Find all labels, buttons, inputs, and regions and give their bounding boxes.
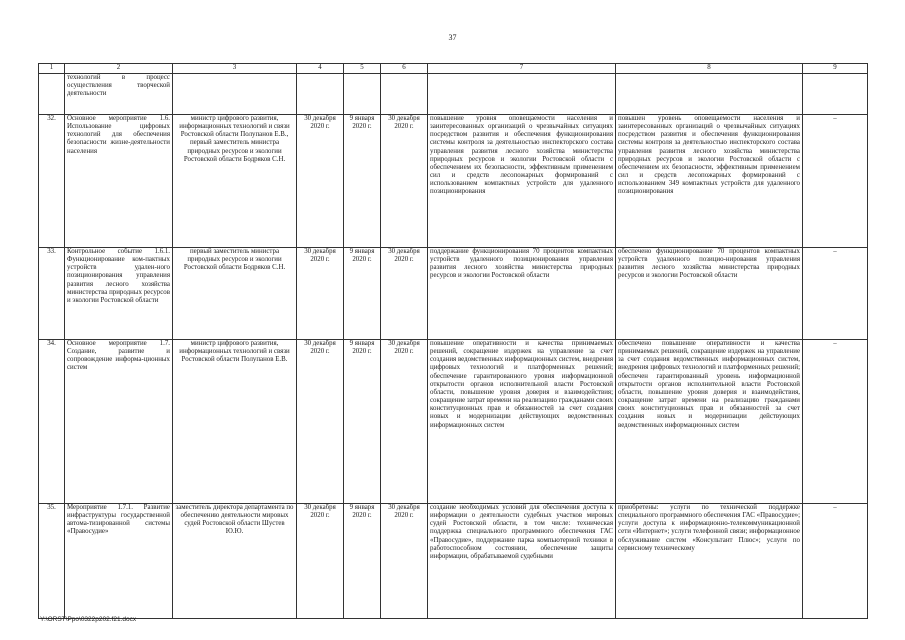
planned-end-date [297, 74, 344, 115]
actual-end-date: 30 декабря 2020 г. [381, 504, 428, 619]
actual-end-date: 30 декабря 2020 г. [381, 340, 428, 504]
planned-end-date: 30 декабря 2020 г. [297, 115, 344, 248]
actual-result: обеспечено функционирование 70 процентов компактных устройств удаленного позицио-нирования управления развития лесного хозяйства министерства природных ресурсов и экологии Ростовской области [616, 248, 803, 340]
column-number: 6 [381, 64, 428, 74]
column-number: 9 [803, 64, 868, 74]
responsible-person: заместитель директора департамента по обеспечению деятельности мировых судей Ростовской области Шустев Ю.Ю. [173, 504, 297, 619]
row-number: 32. [39, 115, 65, 248]
note: – [803, 248, 868, 340]
document-file-path: Y:\ORST\Ppo\0322p202.f21.docx [40, 616, 137, 623]
actual-result [616, 74, 803, 115]
expected-result: повышение оперативности и качества принимаемых решений, сокращение издержек на управление за счет создания ведомственных информационных систем, внедрения цифровых технологий и платформенных решений; обеспечение гарантированного уровня информационной открытости органов исполнительной власти Ростовской области, повышение уровня доверия и взаимодействия; сокращение затрат времени на реализацию гражданами своих конституционных прав и обязанностей за счет создания новых и модернизации действующих ведомственных информационных систем [428, 340, 616, 504]
note: – [803, 115, 868, 248]
column-number-row [39, 64, 868, 74]
table-row [39, 504, 868, 619]
column-number: 7 [428, 64, 616, 74]
actual-result: приобретены: услуги по технической поддержке специального программного обеспечения ГАС «Правосудие»; услуги доступа к информационно-телекоммуникационной сети «Интернет»; услуги телефонной связи; информационное обслуживание систем «Консультант Плюс»; услуги по сервисному техническому [616, 504, 803, 619]
actual-end-date [381, 74, 428, 115]
column-number: 1 [39, 64, 65, 74]
table-row [39, 340, 868, 504]
table-row [39, 248, 868, 340]
table-row [39, 115, 868, 248]
responsible-person: первый заместитель министра природных ресурсов и экологии Ростовской области Бодряков С.Н. [173, 248, 297, 340]
expected-result: поддержание функционирования 70 процентов компактных устройств удаленного позиционирования управления развития лесного хозяйства министерства природных ресурсов и экологии Ростовской области [428, 248, 616, 340]
responsible-person [173, 74, 297, 115]
row-number: 34. [39, 340, 65, 504]
responsible-person: министр цифрового развития, информационных технологий и связи Ростовской области Полупанов Е.В. [173, 340, 297, 504]
column-number: 2 [65, 64, 173, 74]
actual-start-date: 9 января 2020 г. [344, 340, 381, 504]
expected-result [428, 74, 616, 115]
note: – [803, 340, 868, 504]
column-number: 4 [297, 64, 344, 74]
row-number: 33. [39, 248, 65, 340]
event-name: технологий в процесс осуществления творческой деятельности [65, 74, 173, 115]
column-number: 8 [616, 64, 803, 74]
event-name: Мероприятие 1.7.1. Развитие инфраструктуры государственной автома-тизированной системы «Правосудие» [65, 504, 173, 619]
table-row [39, 74, 868, 115]
actual-start-date: 9 января 2020 г. [344, 504, 381, 619]
note [803, 74, 868, 115]
page-number: 37 [448, 33, 457, 42]
column-number: 3 [173, 64, 297, 74]
row-number [39, 74, 65, 115]
event-name: Основное мероприятие 1.6. Использование цифровых технологий для обеспечения безопасности жизне-деятельности населения [65, 115, 173, 248]
actual-start-date: 9 января 2020 г. [344, 115, 381, 248]
row-number: 35. [39, 504, 65, 619]
note: – [803, 504, 868, 619]
actual-end-date: 30 декабря 2020 г. [381, 248, 428, 340]
event-name: Основное мероприятие 1.7. Создание, развитие и сопровождение информа-ционных систем [65, 340, 173, 504]
plan-table [38, 63, 868, 619]
responsible-person: министр цифрового развития, информационных технологий и связи Ростовской области Полупанов Е.В., первый заместитель министра природных ресурсов и экологии Ростовской области Бодряков С.Н. [173, 115, 297, 248]
actual-end-date: 30 декабря 2020 г. [381, 115, 428, 248]
actual-start-date: 9 января 2020 г. [344, 248, 381, 340]
actual-result: повышен уровень оповещаемости населения и заинтересованных организаций о чрезвычайных ситуациях посредством развития и обеспечения функционирования системы контроля за деятельностью инспекторского состава управления развития лесного хозяйства министерства природных ресурсов и экологии Ростовской области с обеспечением их безопасности, эффективным применением сил и средств лесопожарных формирований с использованием 349 компактных устройств для удаленного позиционирования [616, 115, 803, 248]
expected-result: повышение уровня оповещаемости населения и заинтересованных организаций о чрезвычайных ситуациях посредством развития и обеспечения функционирования системы контроля за деятельностью инспекторского состава управления развития лесного хозяйства министерства природных ресурсов и экологии Ростовской области с обеспечением их безопасности, эффективным применением сил и средств лесопожарных формирований с использованием компактных устройств для удаленного позиционирования [428, 115, 616, 248]
planned-end-date: 30 декабря 2020 г. [297, 504, 344, 619]
planned-end-date: 30 декабря 2020 г. [297, 248, 344, 340]
planned-end-date: 30 декабря 2020 г. [297, 340, 344, 504]
column-number: 5 [344, 64, 381, 74]
actual-start-date [344, 74, 381, 115]
expected-result: создание необходимых условий для обеспечения доступа к информации о деятельности судебных участков мировых судей Ростовской области, в том числе: техническая поддержка специального программного обеспечения ГАС «Правосудие», поддержание парка компьютерной техники в работоспособном состоянии, обеспечение защиты информации, обрабатываемой судебными [428, 504, 616, 619]
actual-result: обеспечено повышение оперативности и качества принимаемых решений, сокращение издержек на управление за счет создания ведомственных информационных систем, внедрения цифровых технологий и платформенных решений; обеспечен гарантированный уровень информационной открытости органов исполнительной власти Ростовской области, повышение уровня доверия и взаимодействия, сокращение затрат времени на реализацию гражданами своих конституционных прав и обязанностей за счет создания новых и модернизации действующих ведомственных информационных систем [616, 340, 803, 504]
event-name: Контрольное событие 1.6.1. Функционирование ком-пактных устройств удален-ного позиционирования управления развития лесного хозяйства министерства природных ресурсов и экологии Ростовской области [65, 248, 173, 340]
